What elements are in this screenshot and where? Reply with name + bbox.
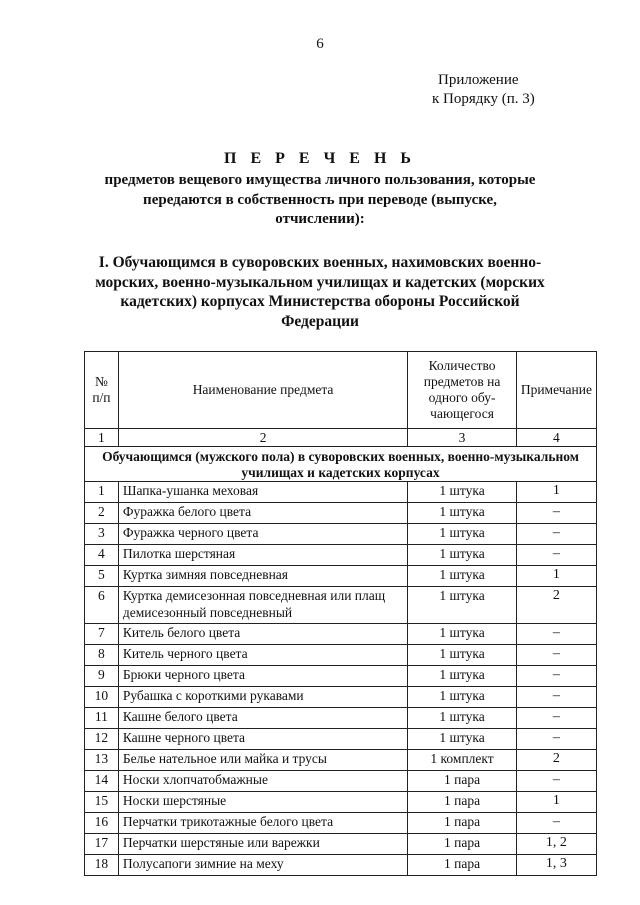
table-header-row xyxy=(85,352,597,429)
row-name: Фуражка белого цвета xyxy=(118,503,407,524)
row-num: 1 xyxy=(85,482,119,503)
row-note: 1 xyxy=(516,482,596,503)
row-qty: 1 штука xyxy=(408,524,517,545)
row-name: Китель белого цвета xyxy=(118,624,407,645)
row-qty: 1 штука xyxy=(408,482,517,503)
table-row xyxy=(85,729,597,750)
row-note: 1 xyxy=(516,792,596,813)
row-name: Рубашка с короткими рукавами xyxy=(118,687,407,708)
row-note: – xyxy=(516,624,596,645)
row-num: 3 xyxy=(85,524,119,545)
row-name: Куртка зимняя повседневная xyxy=(118,566,407,587)
row-note: 2 xyxy=(516,587,596,624)
section-heading: I. Обучающимся в суворовских военных, нахимовских военно-морских, военно-музыкальном училищах и кадетских (морских кадетских) корпусах Министерства обороны Российской Федерации xyxy=(95,254,545,330)
table-row xyxy=(85,813,597,834)
table-row xyxy=(85,624,597,645)
row-note: – xyxy=(516,813,596,834)
row-num: 11 xyxy=(85,708,119,729)
table-row xyxy=(85,771,597,792)
table-row xyxy=(85,834,597,855)
row-num: 15 xyxy=(85,792,119,813)
header-name: Наименование предмета xyxy=(118,352,407,429)
row-num: 13 xyxy=(85,750,119,771)
row-note: 1, 3 xyxy=(516,855,596,876)
row-name: Куртка демисезонная повседневная или плащ демисезонный повседневный xyxy=(118,587,407,624)
row-note: – xyxy=(516,708,596,729)
row-name: Кашне белого цвета xyxy=(118,708,407,729)
row-num: 8 xyxy=(85,645,119,666)
row-name: Шапка-ушанка меховая xyxy=(118,482,407,503)
row-name: Белье нательное или майка и трусы xyxy=(118,750,407,771)
row-num: 14 xyxy=(85,771,119,792)
table-row xyxy=(85,792,597,813)
row-name: Фуражка черного цвета xyxy=(118,524,407,545)
column-number: 2 xyxy=(118,429,407,447)
table-row xyxy=(85,666,597,687)
group-heading-row xyxy=(85,447,597,482)
row-num: 9 xyxy=(85,666,119,687)
appendix-line-2: к Порядку (п. 3) xyxy=(432,91,535,107)
table-row xyxy=(85,524,597,545)
header-qty: Количество предметов на одного обу-чающегося xyxy=(408,352,517,429)
row-qty: 1 пара xyxy=(408,834,517,855)
row-num: 12 xyxy=(85,729,119,750)
row-qty: 1 комплект xyxy=(408,750,517,771)
row-name: Пилотка шерстяная xyxy=(118,545,407,566)
table-row xyxy=(85,566,597,587)
table-row xyxy=(85,482,597,503)
group-heading: Обучающимся (мужского пола) в суворовских военных, военно-музыкальном училищах и кадетских корпусах xyxy=(85,447,597,482)
row-note: – xyxy=(516,503,596,524)
row-qty: 1 штука xyxy=(408,624,517,645)
row-num: 5 xyxy=(85,566,119,587)
row-qty: 1 штука xyxy=(408,645,517,666)
row-note: – xyxy=(516,524,596,545)
row-qty: 1 штука xyxy=(408,666,517,687)
table-row xyxy=(85,503,597,524)
column-number-row xyxy=(85,429,597,447)
row-num: 2 xyxy=(85,503,119,524)
row-qty: 1 штука xyxy=(408,566,517,587)
row-note: 1, 2 xyxy=(516,834,596,855)
row-note: – xyxy=(516,729,596,750)
row-note: – xyxy=(516,771,596,792)
row-name: Китель черного цвета xyxy=(118,645,407,666)
row-note: 2 xyxy=(516,750,596,771)
row-qty: 1 пара xyxy=(408,813,517,834)
row-name: Полусапоги зимние на меху xyxy=(118,855,407,876)
row-qty: 1 штука xyxy=(408,587,517,624)
row-name: Перчатки шерстяные или варежки xyxy=(118,834,407,855)
row-name: Кашне черного цвета xyxy=(118,729,407,750)
row-num: 10 xyxy=(85,687,119,708)
table-row xyxy=(85,587,597,624)
row-num: 16 xyxy=(85,813,119,834)
row-name: Носки шерстяные xyxy=(118,792,407,813)
row-name: Перчатки трикотажные белого цвета xyxy=(118,813,407,834)
row-qty: 1 пара xyxy=(408,855,517,876)
row-name: Носки хлопчатобмажные xyxy=(118,771,407,792)
row-num: 6 xyxy=(85,587,119,624)
row-num: 18 xyxy=(85,855,119,876)
row-qty: 1 пара xyxy=(408,771,517,792)
row-qty: 1 штука xyxy=(408,545,517,566)
document-title: П Е Р Е Ч Е Н Ь xyxy=(224,150,416,167)
header-num: № п/п xyxy=(85,352,119,429)
row-note: – xyxy=(516,545,596,566)
table-row xyxy=(85,708,597,729)
table-row xyxy=(85,687,597,708)
column-number: 4 xyxy=(516,429,596,447)
table-row xyxy=(85,750,597,771)
row-note: – xyxy=(516,666,596,687)
row-qty: 1 пара xyxy=(408,792,517,813)
row-qty: 1 штука xyxy=(408,503,517,524)
appendix-line-1: Приложение xyxy=(438,72,519,88)
items-table xyxy=(84,351,597,876)
column-number: 3 xyxy=(408,429,517,447)
row-num: 17 xyxy=(85,834,119,855)
row-note: – xyxy=(516,645,596,666)
appendix-note xyxy=(432,71,546,109)
row-qty: 1 штука xyxy=(408,729,517,750)
header-note: Примечание xyxy=(516,352,596,429)
document-subtitle: предметов вещевого имущества личного пользования, которые передаются в собственность при переводе (выпуске, отчислении): xyxy=(104,172,536,227)
row-num: 4 xyxy=(85,545,119,566)
table-row xyxy=(85,855,597,876)
column-number: 1 xyxy=(85,429,119,447)
row-qty: 1 штука xyxy=(408,708,517,729)
page-number: 6 xyxy=(316,36,324,52)
row-note: – xyxy=(516,687,596,708)
row-note: 1 xyxy=(516,566,596,587)
table-row xyxy=(85,645,597,666)
row-qty: 1 штука xyxy=(408,687,517,708)
table-row xyxy=(85,545,597,566)
row-name: Брюки черного цвета xyxy=(118,666,407,687)
row-num: 7 xyxy=(85,624,119,645)
